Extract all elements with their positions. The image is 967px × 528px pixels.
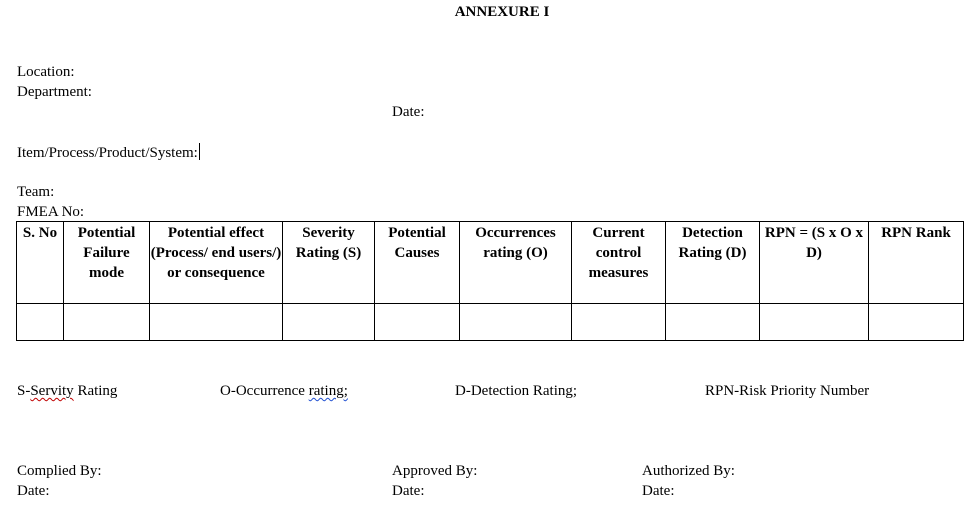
table-header-cell: Potential Causes [375,222,460,304]
table-header-cell: Current control measures [572,222,666,304]
table-cell[interactable] [460,304,572,341]
table-cell[interactable] [666,304,760,341]
legend-detection: D-Detection Rating; [455,383,578,399]
department-label: Department: [17,84,92,100]
table-cell[interactable] [572,304,666,341]
table-header-row [17,222,964,304]
table-header-cell: S. No [17,222,64,304]
fmea-no-label: FMEA No: [17,204,85,220]
table-header-cell: Potential effect (Process/ end users/) or consequence [150,222,283,304]
table-cell[interactable] [64,304,150,341]
table-header-cell: Detection Rating (D) [666,222,760,304]
legend-severity-prefix: S- [17,383,31,399]
table-header-cell: Potential Failure mode [64,222,150,304]
table-header-cell: Occurrences rating (O) [460,222,572,304]
table-header-cell: RPN = (S x O x D) [760,222,869,304]
document-title: ANNEXURE I [454,4,550,20]
table-cell[interactable] [760,304,869,341]
legend-occurrence-prefix: O-Occurrence [220,383,309,399]
fmea-table [16,221,964,341]
table-header-cell: Severity Rating (S) [283,222,375,304]
item-process-line[interactable] [17,143,200,162]
table-cell[interactable] [150,304,283,341]
legend-severity-word: Servity [30,383,74,399]
legend-severity [17,382,117,400]
table-cell[interactable] [375,304,460,341]
text-cursor [199,143,200,160]
table-row [17,304,964,341]
table-cell[interactable] [869,304,964,341]
authorized-by-label: Authorized By: [642,463,735,479]
table-cell[interactable] [17,304,64,341]
item-process-label: Item/Process/Product/System: [17,145,198,161]
legend-severity-suffix: Rating [73,383,118,399]
complied-date-label: Date: [17,483,50,499]
approved-by-label: Approved By: [392,463,478,479]
team-label: Team: [17,184,55,200]
table-cell[interactable] [283,304,375,341]
complied-by-label: Complied By: [17,463,102,479]
legend-occurrence-word: rating; [308,383,348,399]
date-label: Date: [392,104,425,120]
legend-rpn: RPN-Risk Priority Number [705,383,870,399]
table-header-cell: RPN Rank [869,222,964,304]
legend-occurrence [220,382,348,400]
authorized-date-label: Date: [642,483,675,499]
location-label: Location: [17,64,75,80]
approved-date-label: Date: [392,483,425,499]
